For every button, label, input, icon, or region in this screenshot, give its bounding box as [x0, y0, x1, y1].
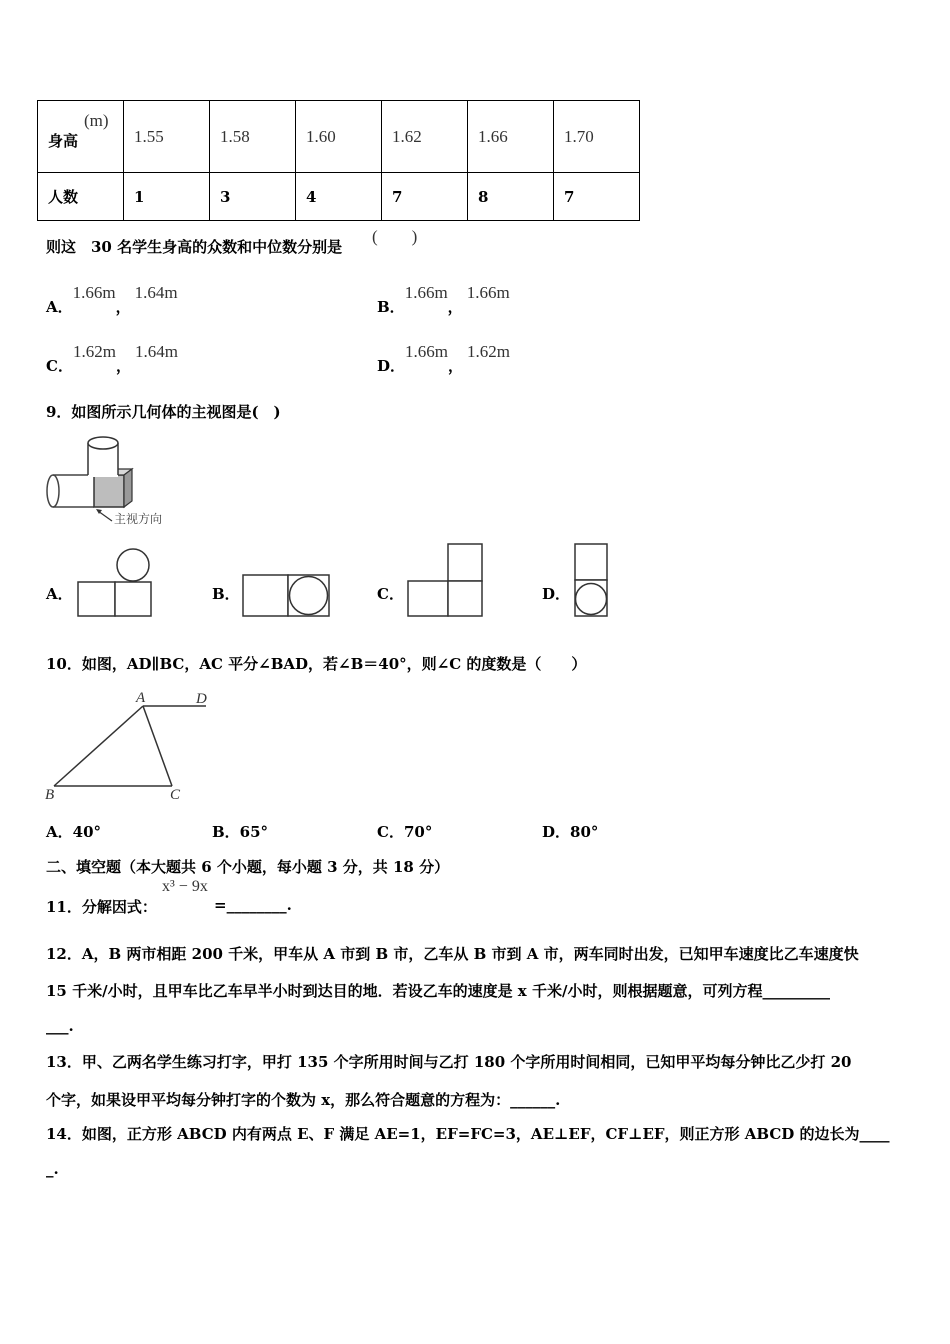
- q11-expression: x³ − 9x: [162, 878, 208, 895]
- q14-answer-blank[interactable]: _.: [46, 1160, 59, 1178]
- table-row: [38, 173, 640, 221]
- q8-option-b[interactable]: B．1.66m，1.66m: [377, 283, 510, 316]
- q8-answer-paren: ( ): [372, 227, 418, 246]
- q8-stem: 则这 30 名学生身高的众数和中位数分别是: [46, 238, 343, 256]
- q9-solid-figure: [44, 433, 174, 528]
- q10-triangle-figure: [40, 688, 220, 806]
- view-direction-label: 主视方向: [114, 512, 163, 526]
- q9-option-a-figure: [76, 548, 154, 620]
- q9-option-c[interactable]: C．: [377, 585, 404, 603]
- segment-ab: [54, 706, 143, 786]
- height-cell: 1.60: [296, 101, 382, 173]
- q10-option-d[interactable]: D．80°: [542, 823, 599, 841]
- count-cell: 7: [382, 173, 468, 221]
- q11-stem: 11．分解因式：: [46, 898, 157, 916]
- q10-option-b[interactable]: B．65°: [212, 823, 269, 841]
- q9-option-c-figure: [406, 542, 486, 620]
- height-cell: 1.62: [382, 101, 468, 173]
- count-cell: 3: [210, 173, 296, 221]
- q13-line2: 个字，如果设甲平均每分钟打字的个数为 x，那么符合题意的方程为：______.: [46, 1091, 561, 1109]
- segment-ac: [143, 706, 172, 786]
- point-d-label: D: [196, 691, 207, 707]
- count-cell: 8: [468, 173, 554, 221]
- q12-line1: 12．A，B 两市相距 200 千米，甲车从 A 市到 B 市，乙车从 B 市到 A 市，两车同时出发，已知甲车速度比乙车速度快: [46, 945, 859, 963]
- point-b-label: B: [45, 787, 55, 803]
- count-cell: 4: [296, 173, 382, 221]
- height-table: [37, 100, 640, 221]
- count-cell: 1: [124, 173, 210, 221]
- q11-answer-blank[interactable]: =________.: [214, 896, 292, 914]
- q9-option-a[interactable]: A．: [46, 585, 73, 603]
- height-label: 身高: [48, 132, 79, 150]
- q9-option-d[interactable]: D．: [542, 585, 571, 603]
- q9-stem: 9．如图所示几何体的主视图是( ): [46, 403, 281, 421]
- q13-line1: 13．甲、乙两名学生练习打字，甲打 135 个字所用时间与乙打 180 个字所用时间相同，已知甲平均每分钟比乙少打 20: [46, 1053, 852, 1071]
- height-cell: 1.66: [468, 101, 554, 173]
- q14-line1: 14．如图，正方形 ABCD 内有两点 E、F 满足 AE=1，EF=FC=3，AE⊥EF，CF⊥EF，则正方形 ABCD 的边长为____: [46, 1125, 890, 1143]
- q9-option-d-figure: [572, 542, 612, 620]
- height-cell: 1.58: [210, 101, 296, 173]
- q9-option-b[interactable]: B．: [212, 585, 240, 603]
- header-cell: [38, 101, 124, 173]
- point-c-label: C: [170, 787, 181, 803]
- q8-option-c[interactable]: C．1.62m，1.64m: [46, 342, 178, 375]
- q10-option-c[interactable]: C．70°: [377, 823, 433, 841]
- q10-stem: 10．如图，AD∥BC，AC 平分∠BAD，若∠B＝40°，则∠C 的度数是（ ）: [46, 655, 587, 673]
- height-cell: 1.70: [554, 101, 640, 173]
- cylinder-end: [47, 475, 59, 507]
- count-cell: 7: [554, 173, 640, 221]
- q8-option-d[interactable]: D．1.66m，1.62m: [377, 342, 510, 375]
- height-cell: 1.55: [124, 101, 210, 173]
- q12-line2: 15 千米/小时，且甲车比乙车早半小时到达目的地．若设乙车的速度是 x 千米/小时，则根据题意，可列方程_________: [46, 982, 830, 1000]
- q12-answer-blank[interactable]: ___.: [46, 1017, 74, 1035]
- cube-front: [94, 475, 124, 507]
- q8-option-a[interactable]: A．1.66m，1.64m: [46, 283, 178, 316]
- count-label-cell: 人数: [38, 173, 124, 221]
- section-heading: 二、填空题（本大题共 6 个小题，每小题 3 分，共 18 分）: [46, 858, 450, 876]
- q9-option-b-figure: [241, 572, 333, 620]
- table-row: [38, 101, 640, 173]
- q10-option-a[interactable]: A．40°: [46, 823, 102, 841]
- cylinder-top: [88, 437, 118, 449]
- height-unit: (m): [84, 111, 109, 130]
- point-a-label: A: [136, 690, 146, 706]
